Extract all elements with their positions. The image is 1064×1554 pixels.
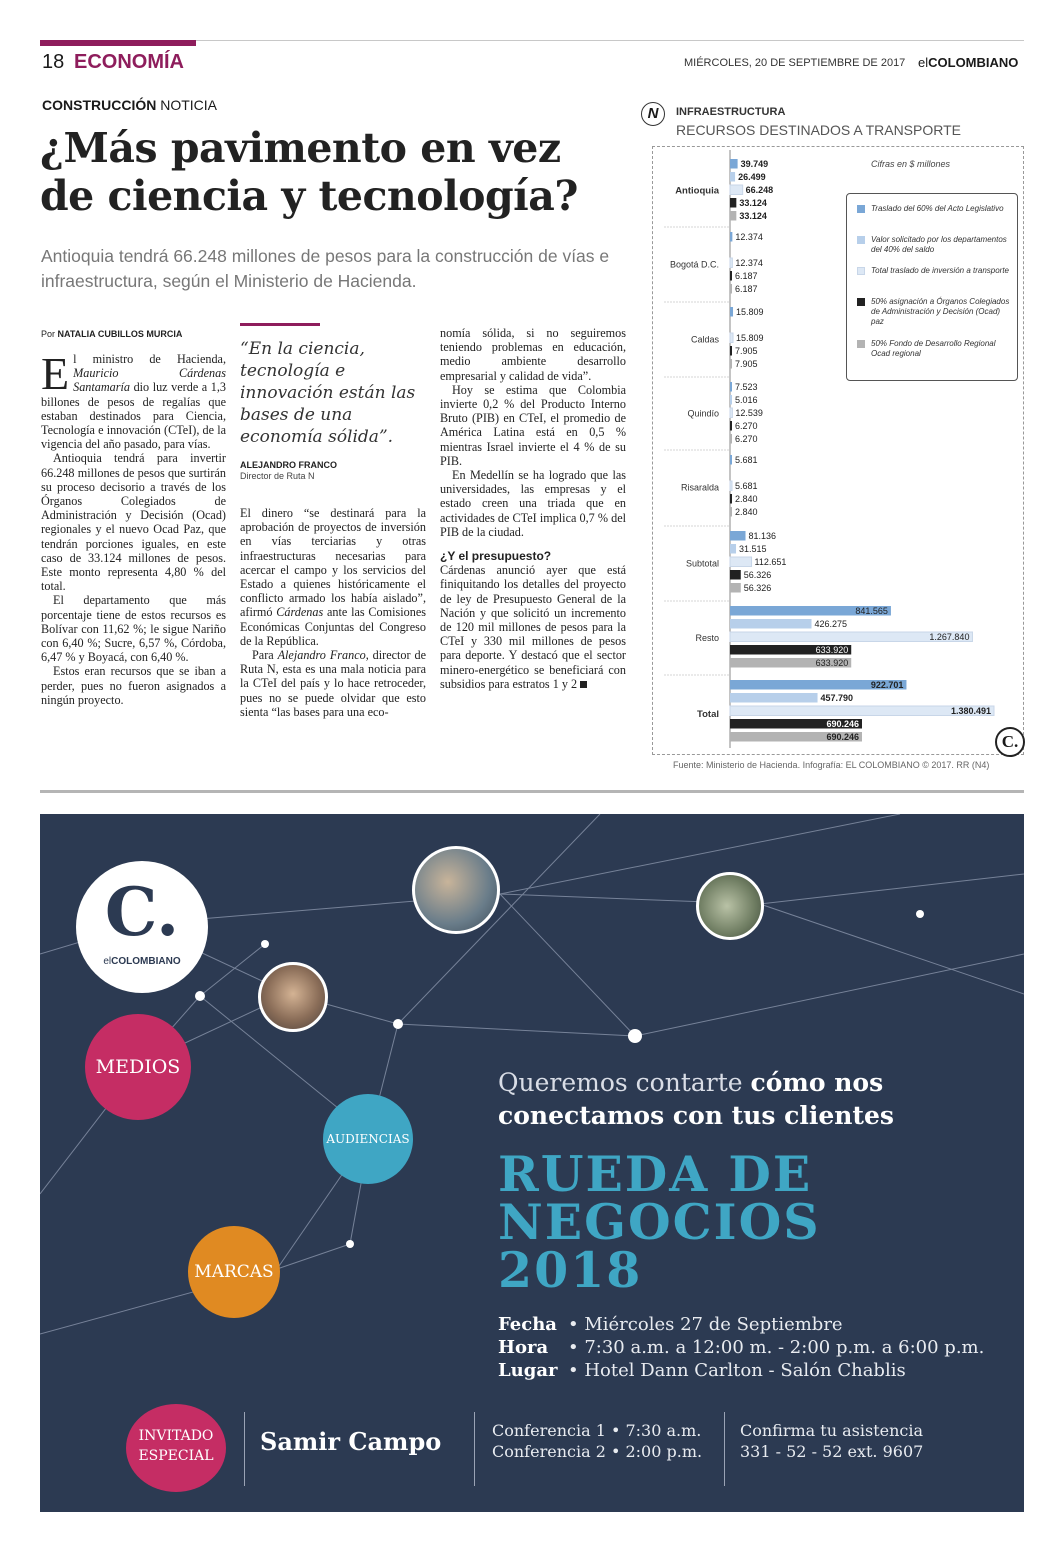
bar-value-label: 633.920 [815, 658, 849, 668]
bar [730, 307, 733, 317]
rsvp-contact[interactable]: Confirma tu asistencia 331 - 52 - 52 ext. 9607 [740, 1421, 924, 1461]
ad-separator [244, 1412, 245, 1486]
bar-value-label: 1.267.840 [929, 632, 970, 642]
infographic-logo: N [641, 102, 665, 126]
legend-item: Traslado del 60% del Acto Legislativo [857, 204, 1013, 214]
photo-circle [258, 962, 328, 1032]
legend-item: Total traslado de inversión a transporte [857, 266, 1013, 276]
bar-value-label: 15.809 [736, 333, 764, 343]
bar [730, 494, 732, 504]
paragraph: En Medellín se ha logrado que las universidades, las empresas y el estado creen una triada que en actividades de CTeI implica 0,7 % del PIB de la ciudad. [440, 468, 626, 539]
bar-value-label: 81.136 [748, 531, 777, 541]
category-label: Total [697, 709, 719, 720]
bar-value-label: 26.499 [738, 172, 766, 182]
bar [730, 531, 746, 541]
bar-value-label: 426.275 [814, 619, 848, 629]
section-name: ECONOMÍA [74, 51, 184, 73]
bar-value-label: 690.246 [826, 732, 860, 742]
bar [730, 619, 812, 629]
bar [730, 583, 741, 593]
bar [730, 557, 752, 567]
legend-item: 50% asignación a Órganos Colegiados de Administración y Decisión (Ocad) paz [857, 297, 1013, 327]
chart-legend [846, 193, 1018, 381]
bar-value-label: 841.565 [855, 606, 888, 616]
legend-item: 50% Fondo de Desarrollo Regional Ocad regional [857, 339, 1013, 359]
bar [730, 258, 732, 268]
bar-value-label: 922.701 [870, 680, 904, 690]
bar-value-label: 2.840 [735, 494, 758, 504]
bar-value-label: 6.187 [735, 271, 758, 281]
bar-value-label: 6.187 [735, 284, 758, 294]
section-subheading: ¿Y el presupuesto? [440, 549, 552, 564]
legend-swatch [857, 236, 865, 244]
bar [730, 507, 732, 517]
bar-value-label: 6.270 [735, 421, 758, 431]
bar [730, 271, 732, 281]
paragraph: Para Alejandro Franco, director de Ruta N, esta es una mala noticia para la CTeI del país y lo hace retroceder, pues no se puede olvidar que esto sienta “las bases para una eco- [240, 648, 427, 719]
paragraph: Cárdenas anunció ayer que está finiquitando los detalles del proyecto de ley de Presupuesto General de la Nación y que solicitó un incremento de 120 mil millones de pesos para la CTeI y 330 mil millones de pesos para deporte. Y destacó que el sector minero-energético se beneficiará con subsidios para estratos 1 y 2 [440, 563, 626, 691]
bar-value-label: 633.920 [815, 645, 849, 655]
bar-value-label: 7.523 [735, 382, 758, 392]
paragraph: Antioquia tendrá para invertir 66.248 millones de pesos que surtirán su proceso decisorio a través de los Órganos Colegiados de Administración y Decisión (Ocad) regionales y el nuevo Ocad Paz, que tendrán porciones iguales, en este caso de 33.124 millones de pesos. Este monto representa 4,80 % del total. [41, 451, 226, 594]
pull-quote: “En la ciencia, tecnología e innovación están las bases de una economía sólida”. [240, 339, 416, 447]
bar-value-label: 6.270 [735, 434, 758, 444]
bar-value-label: 5.681 [735, 455, 758, 465]
bar [730, 395, 732, 405]
medios-circle: MEDIOS [85, 1014, 191, 1120]
bar-value-label: 15.809 [736, 307, 764, 317]
bar [730, 455, 732, 465]
bar-value-label: 1.380.491 [950, 706, 991, 716]
ad-separator [474, 1412, 475, 1486]
page-divider [40, 790, 1024, 793]
bar-value-label: 7.905 [735, 346, 758, 356]
bar [730, 284, 732, 294]
headline: ¿Más pavimento en vez de ciencia y tecnología? [40, 124, 578, 220]
colombiano-corner-logo: C. [995, 727, 1025, 757]
category-label: Quindío [687, 408, 719, 419]
legend-swatch [857, 340, 865, 348]
ad-tagline-2: conectamos con tus clientes [498, 1101, 894, 1130]
bar [730, 333, 733, 343]
bar [730, 232, 732, 242]
bar-value-label: 31.515 [739, 544, 767, 554]
bar-value-label: 66.248 [745, 185, 774, 195]
article-kicker: CONSTRUCCIÓN NOTICIA [42, 97, 218, 113]
speaker-name: Samir Campo [260, 1427, 442, 1456]
bar [730, 481, 732, 491]
ad-tagline-1: Queremos contarte cómo nos [498, 1068, 884, 1097]
ad-separator [724, 1412, 725, 1486]
legend-swatch [857, 298, 865, 306]
bar-value-label: 7.905 [735, 359, 758, 369]
paper-name: elCOLOMBIANO [918, 55, 1019, 70]
bar [730, 693, 818, 703]
bar-value-label: 112.651 [754, 557, 787, 567]
bar [730, 421, 732, 431]
category-label: Resto [695, 633, 719, 643]
infographic-credit: Fuente: Ministerio de Hacienda. Infografía: EL COLOMBIANO © 2017. RR (N4) [673, 760, 990, 770]
quote-author-role: Director de Ruta N [240, 471, 315, 481]
category-label: Bogotá D.C. [669, 259, 719, 270]
event-date: Fecha • Miércoles 27 de Septiembre [498, 1314, 843, 1335]
infographic-kicker: INFRAESTRUCTURA [676, 106, 786, 118]
bar-value-label: 5.016 [735, 395, 758, 405]
advertisement[interactable] [40, 814, 1024, 1512]
bar [730, 570, 741, 580]
paragraph: Hoy se estima que Colombia invierte 0,2 % del Producto Interno Bruto (PIB) en CTeI, el promedio de América Latina está en 0,5 % mientras Israel invierte el 4 % de su PIB. [440, 382, 626, 468]
event-title: RUEDA DE NEGOCIOS 2018 [498, 1145, 821, 1299]
bar [730, 172, 735, 182]
bar [730, 211, 736, 221]
category-label: Antioquia [675, 185, 719, 197]
bar [730, 185, 743, 195]
bar [730, 408, 732, 418]
colombiano-logo: C. elCOLOMBIANO [76, 861, 208, 993]
event-venue: Lugar • Hotel Dann Carlton - Salón Chablis [498, 1360, 906, 1381]
special-guest-badge: INVITADO ESPECIAL [126, 1404, 226, 1492]
bar-value-label: 56.326 [743, 583, 772, 593]
bar-value-label: 33.124 [739, 211, 767, 221]
category-label: Risaralda [680, 482, 719, 493]
bar [730, 544, 736, 554]
chart-units: Cifras en $ millones [871, 159, 951, 169]
bar-value-label: 56.326 [743, 570, 772, 580]
bar [730, 359, 732, 369]
paragraph: El ministro de Hacienda, Mauricio Cárdenas Santamaría dio luz verde a 1,3 billones de pesos de regalías que estaban destinados para Ciencia, Tecnología e innovación (CTeI), de la vigencia del año pasado, para vías. [41, 348, 226, 452]
bar-value-label: 457.790 [820, 693, 854, 703]
conference-times: Conferencia 1 • 7:30 a.m. Conferencia 2 • 2:00 p.m. [492, 1421, 703, 1461]
legend-swatch [857, 267, 865, 275]
infographic-title: RECURSOS DESTINADOS A TRANSPORTE [676, 122, 961, 138]
category-label: Caldas [690, 334, 719, 345]
quote-author: ALEJANDRO FRANCO [240, 460, 338, 470]
dropcap: E [41, 348, 70, 399]
paragraph: nomía sólida, si no seguiremos teniendo problemas en educación, medio ambiente desarrollo empresarial y calidad de vida”. [440, 326, 626, 383]
bar [730, 434, 732, 444]
photo-circle [696, 872, 764, 940]
legend-swatch [857, 205, 865, 213]
bar-value-label: 2.840 [735, 507, 758, 517]
paragraph: El dinero “se destinará para la aprobación de proyectos de inversión en vías terciarias y otras infraestructuras necesarias para acercar el campo y los servicios del Estado a quienes históricamente el conflicto armado los había aislado”, afirmó Cárdenas ante las Comisiones Económicas Conjuntas del Congreso de la República. [240, 506, 426, 648]
bar-value-label: 12.539 [735, 408, 763, 418]
page-number: 18 [42, 51, 65, 73]
paragraph: El departamento que más porcentaje tiene de estos recursos es Bolívar con 11,62 %; le sigue Nariño con 6,40 %; Sucre, 6,57 %, Córdoba, 6,47 % y Boyacá, con 6,40 %. [41, 593, 226, 665]
bar-value-label: 39.749 [740, 159, 769, 169]
photo-circle [412, 846, 500, 934]
audiencias-circle: AUDIENCIAS [323, 1094, 413, 1184]
bar-value-label: 12.374 [735, 258, 763, 268]
bar-value-label: 12.374 [735, 232, 763, 242]
paragraph: Estos eran recursos que se iban a perder, pues no fueron asignados a ningún proyecto. [41, 664, 226, 707]
bar-value-label: 5.681 [735, 481, 758, 491]
legend-item: Valor solicitado por los departamentos del 40% del saldo [857, 235, 1013, 255]
category-label: Subtotal [685, 558, 719, 569]
issue-date: MIÉRCOLES, 20 DE SEPTIEMBRE DE 2017 [684, 57, 906, 69]
bar-value-label: 33.124 [739, 198, 767, 208]
bar [730, 198, 736, 208]
event-time: Hora • 7:30 a.m. a 12:00 m. - 2:00 p.m. a 6:00 p.m. [498, 1337, 985, 1358]
bar-value-label: 690.246 [826, 719, 860, 729]
bar [730, 346, 732, 356]
marcas-circle: MARCAS [188, 1226, 280, 1318]
byline: Por NATALIA CUBILLOS MURCIA [41, 329, 183, 339]
bar [730, 382, 732, 392]
subheadline: Antioquia tendrá 66.248 millones de pesos para la construcción de vías e infraestructura, según el Ministerio de Hacienda. [41, 246, 610, 291]
bar [730, 159, 738, 169]
